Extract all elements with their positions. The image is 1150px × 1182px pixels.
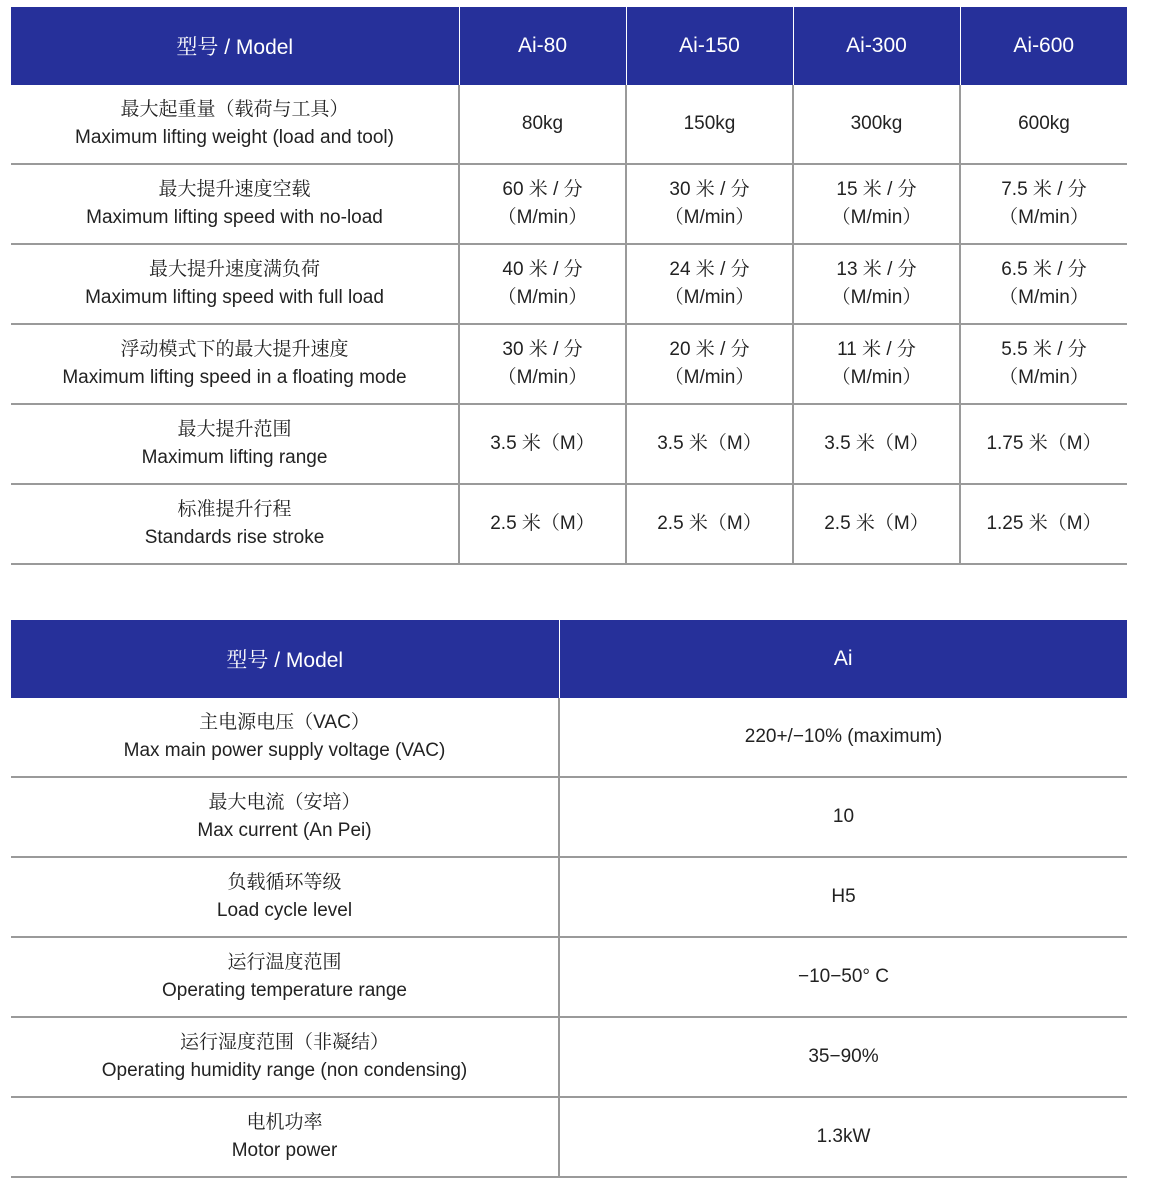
table-row <box>11 164 1127 244</box>
table-row <box>11 698 1127 777</box>
table-cell <box>459 164 626 244</box>
cell-unit: （M/min） <box>497 207 588 228</box>
electrical-spec-table <box>11 620 1127 1178</box>
cell-value: 30 米 / 分 <box>669 179 750 200</box>
header-column-ai-80: Ai-80 <box>459 7 626 85</box>
row-label-en: Max main power supply voltage (VAC) <box>123 740 446 761</box>
table-cell <box>626 164 793 244</box>
row-label <box>11 85 459 164</box>
table-cell <box>960 404 1127 484</box>
row-label <box>11 937 559 1017</box>
row-label-en: Maximum lifting speed in a floating mode <box>62 367 407 388</box>
header-column-ai: Ai <box>559 620 1127 698</box>
cell-value: 80kg <box>521 113 564 134</box>
row-label-cn: 运行湿度范围（非凝结） <box>179 1032 389 1053</box>
table-cell <box>793 164 960 244</box>
header-column-ai-600: Ai-600 <box>960 7 1127 85</box>
row-label-cn: 运行温度范围 <box>227 952 342 973</box>
cell-value: 60 米 / 分 <box>502 179 583 200</box>
row-label-en: Operating humidity range (non condensing) <box>101 1060 468 1081</box>
table-cell: H5 <box>559 857 1127 937</box>
table-row <box>11 1017 1127 1097</box>
cell-value: 1.25 米（M） <box>986 513 1102 534</box>
cell-value: 2.5 米（M） <box>824 513 929 534</box>
row-label <box>11 164 459 244</box>
row-label-cn: 标准提升行程 <box>177 499 292 520</box>
table-cell <box>626 85 793 164</box>
row-label-en: Max current (An Pei) <box>197 820 372 841</box>
table-row <box>11 244 1127 324</box>
table-cell <box>793 244 960 324</box>
row-label <box>11 857 559 937</box>
table-cell <box>626 404 793 484</box>
cell-unit: （M/min） <box>831 287 922 308</box>
row-label-en: Motor power <box>231 1140 338 1161</box>
row-label-en: Standards rise stroke <box>144 527 325 548</box>
row-label <box>11 777 559 857</box>
table-cell: 1.3kW <box>559 1097 1127 1177</box>
table-cell <box>793 404 960 484</box>
row-label-en: Load cycle level <box>216 900 353 921</box>
table-row <box>11 324 1127 404</box>
table-cell <box>960 164 1127 244</box>
table-row <box>11 404 1127 484</box>
table-row <box>11 1097 1127 1177</box>
row-label-cn: 负载循环等级 <box>227 872 342 893</box>
cell-value: 3.5 米（M） <box>490 433 595 454</box>
table-cell: −10−50° C <box>559 937 1127 1017</box>
table-cell <box>459 484 626 564</box>
table-cell <box>793 324 960 404</box>
cell-value: 6.5 米 / 分 <box>1001 259 1087 280</box>
cell-unit: （M/min） <box>831 207 922 228</box>
table-cell <box>960 85 1127 164</box>
table-cell <box>960 244 1127 324</box>
cell-value: 150kg <box>683 113 736 134</box>
row-label-en: Maximum lifting speed with full load <box>85 287 384 308</box>
cell-unit: （M/min） <box>497 367 588 388</box>
table-cell <box>459 85 626 164</box>
row-label <box>11 404 459 484</box>
table-row <box>11 484 1127 564</box>
table-cell <box>626 324 793 404</box>
row-label-cn: 最大电流（安培） <box>208 792 361 813</box>
cell-unit: （M/min） <box>664 367 755 388</box>
lifting-spec-table <box>11 7 1127 565</box>
cell-value: 7.5 米 / 分 <box>1001 179 1087 200</box>
row-label <box>11 244 459 324</box>
header-model-label: 型号 / Model <box>11 620 559 698</box>
table-row <box>11 85 1127 164</box>
table-cell: 220+/−10% (maximum) <box>559 698 1127 777</box>
row-label-cn: 主电源电压（VAC） <box>199 712 370 733</box>
table-row <box>11 937 1127 1017</box>
cell-value: 15 米 / 分 <box>836 179 917 200</box>
row-label <box>11 1017 559 1097</box>
table-cell <box>459 244 626 324</box>
row-label <box>11 324 459 404</box>
cell-unit: （M/min） <box>497 287 588 308</box>
row-label <box>11 484 459 564</box>
cell-value: 13 米 / 分 <box>836 259 917 280</box>
cell-value: 3.5 米（M） <box>824 433 929 454</box>
header-column-ai-300: Ai-300 <box>793 7 960 85</box>
table-cell <box>626 244 793 324</box>
header-column-ai-150: Ai-150 <box>626 7 793 85</box>
table-row <box>11 777 1127 857</box>
row-label-en: Maximum lifting weight (load and tool) <box>75 127 394 148</box>
table-cell <box>960 324 1127 404</box>
cell-value: 600kg <box>1018 113 1070 134</box>
row-label <box>11 1097 559 1177</box>
cell-unit: （M/min） <box>999 207 1089 228</box>
cell-value: 24 米 / 分 <box>669 259 750 280</box>
row-label-cn: 浮动模式下的最大提升速度 <box>120 339 349 360</box>
cell-value: 5.5 米 / 分 <box>1001 339 1087 360</box>
cell-unit: （M/min） <box>831 367 922 388</box>
cell-value: 3.5 米（M） <box>657 433 762 454</box>
row-label-en: Maximum lifting speed with no-load <box>86 207 383 228</box>
table-cell <box>459 404 626 484</box>
row-label-cn: 最大提升速度满负荷 <box>148 259 320 280</box>
row-label-cn: 电机功率 <box>246 1112 323 1133</box>
table-header-row <box>11 7 1127 85</box>
table-cell <box>626 484 793 564</box>
table-cell <box>459 324 626 404</box>
cell-unit: （M/min） <box>664 287 755 308</box>
row-label-cn: 最大提升速度空载 <box>158 179 311 200</box>
cell-value: 2.5 米（M） <box>490 513 595 534</box>
table-cell: 35−90% <box>559 1017 1127 1097</box>
table-cell <box>793 85 960 164</box>
cell-unit: （M/min） <box>999 367 1089 388</box>
cell-unit: （M/min） <box>999 287 1089 308</box>
row-label-en: Operating temperature range <box>161 980 408 1001</box>
table-cell <box>793 484 960 564</box>
table-header-row <box>11 620 1127 698</box>
row-label-cn: 最大提升范围 <box>177 419 292 440</box>
table-cell: 10 <box>559 777 1127 857</box>
cell-value: 20 米 / 分 <box>669 339 750 360</box>
table-row <box>11 857 1127 937</box>
header-model-label: 型号 / Model <box>11 7 459 85</box>
row-label <box>11 698 559 777</box>
cell-value: 40 米 / 分 <box>502 259 583 280</box>
cell-value: 1.75 米（M） <box>986 433 1102 454</box>
table-cell <box>960 484 1127 564</box>
row-label-en: Maximum lifting range <box>141 447 328 468</box>
cell-value: 300kg <box>850 113 903 134</box>
cell-unit: （M/min） <box>664 207 755 228</box>
cell-value: 30 米 / 分 <box>502 339 583 360</box>
cell-value: 2.5 米（M） <box>657 513 762 534</box>
cell-value: 11 米 / 分 <box>837 339 916 360</box>
row-label-cn: 最大起重量（载荷与工具） <box>120 99 349 120</box>
